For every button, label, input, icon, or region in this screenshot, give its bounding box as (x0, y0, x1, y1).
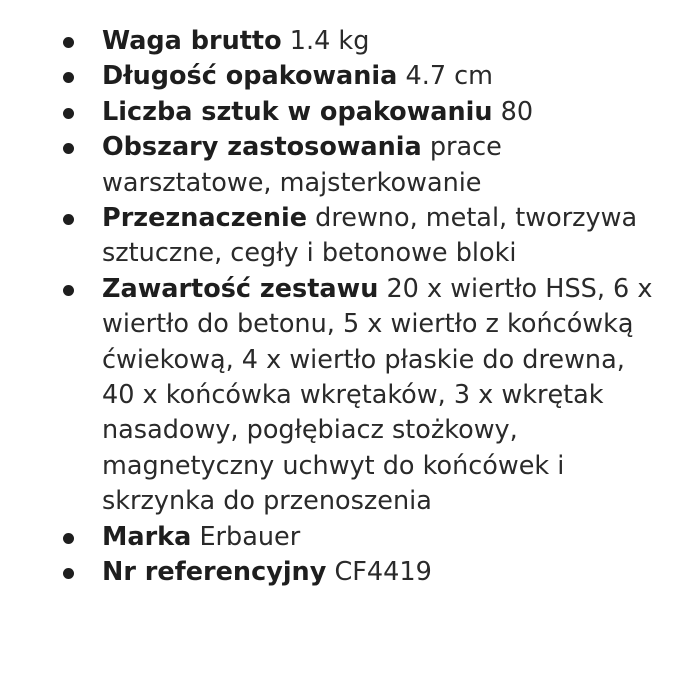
spec-label: Obszary zastosowania (102, 132, 422, 163)
bullet-icon (63, 533, 74, 544)
spec-value: Erbauer (199, 521, 301, 552)
spec-value: CF4419 (334, 557, 432, 588)
spec-label: Marka (102, 521, 192, 552)
spec-value: drewno, metal, tworzywa sztuczne, cegły i betonowe bloki (102, 203, 638, 269)
bullet-icon (63, 285, 74, 296)
bullet-icon (63, 214, 74, 225)
spec-label: Liczba sztuk w opakowaniu (102, 96, 493, 127)
spec-label: Nr referencyjny (102, 557, 327, 588)
spec-label: Długość opakowania (102, 61, 398, 92)
spec-item-application-areas (0, 130, 698, 201)
bullet-icon (63, 37, 74, 48)
bullet-icon (63, 568, 74, 579)
spec-value: 20 x wiertło HSS, 6 x wiertło do betonu, 5 x wiertło z końcówką ćwiekową, 4 x wiertło płaskie do drewna, 40 x końcówka wkrętaków, 3 x wkrętak nasadowy, pogłębiacz stożkowy, magnetyczny uchwyt do końcówek i skrzynka do przenoszenia (102, 273, 653, 517)
spec-label: Przeznaczenie (102, 203, 308, 234)
spec-value: 80 (500, 96, 534, 127)
spec-value: 4.7 cm (405, 61, 494, 92)
spec-item-brand (0, 520, 698, 555)
spec-item-reference-number (0, 555, 698, 590)
spec-item-kit-contents (0, 272, 698, 520)
spec-value: 1.4 kg (289, 26, 370, 56)
spec-item-pieces-count (0, 95, 698, 130)
spec-item-gross-weight (0, 24, 698, 59)
spec-label: Waga brutto (102, 26, 282, 56)
spec-label: Zawartość zestawu (102, 273, 379, 304)
spec-item-purpose (0, 201, 698, 272)
spec-item-package-length (0, 59, 698, 94)
bullet-icon (63, 108, 74, 119)
bullet-icon (63, 72, 74, 83)
bullet-icon (63, 143, 74, 154)
spec-value: prace warsztatowe, majsterkowanie (102, 132, 502, 198)
